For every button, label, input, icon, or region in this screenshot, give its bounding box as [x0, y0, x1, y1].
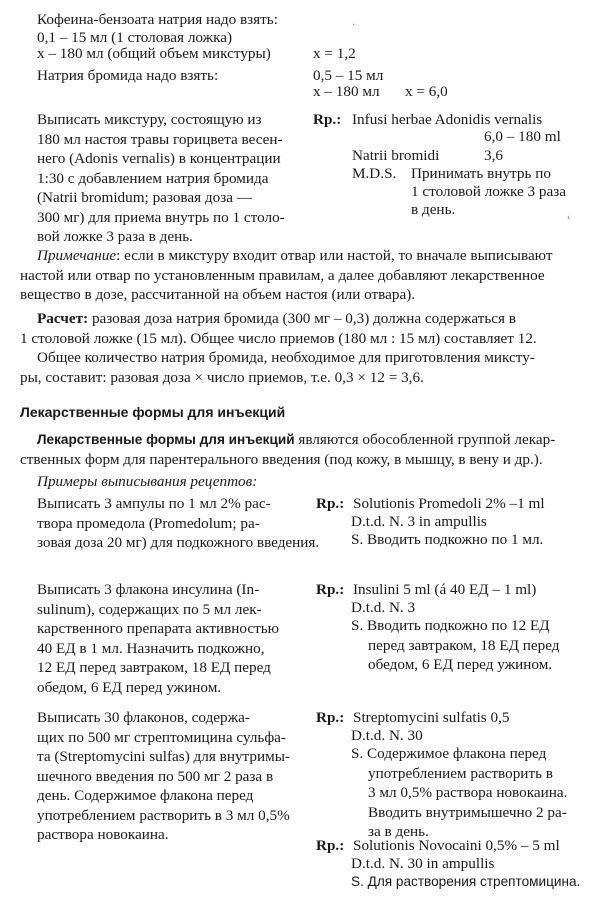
ex3-rp2-text: Solutionis Novocaini 0,5% – 5 ml: [353, 837, 560, 854]
task1-line: вой ложке 3 раза в день.: [37, 228, 193, 245]
ex3-signa-line: за в день.: [368, 823, 429, 840]
ex3-line: Выписать 30 флаконов, содержа-: [37, 709, 250, 726]
note-line: : если в микстуру входит отвар или настой, то вначале выписывают: [116, 247, 553, 264]
calc-line-3: x – 180 мл (общий объем микстуры): [37, 45, 271, 62]
ex1-line: Выписать 3 ампулы по 1 мл 2% рас-: [37, 495, 271, 512]
ex3-signa: [351, 744, 567, 842]
scan-speck: ·: [352, 20, 356, 31]
rp-dose-bromide: 3,6: [484, 147, 503, 164]
ex2-line: sulinum), содержащих по 5 мл лек-: [37, 600, 262, 618]
rp-drug-adonis: Infusi herbae Adonidis vernalis: [352, 111, 543, 128]
ex1-text: [37, 494, 320, 553]
ex1-dtd: D.t.d. N. 3 in ampullis: [351, 513, 487, 530]
rp-dose-adonis: 6,0 – 180 ml: [484, 128, 561, 145]
intro-bold-term: Лекарственные формы для инъекций: [37, 432, 295, 447]
note-line: вещество в дозе, рассчитанной на объем настоя (или отвара).: [20, 286, 416, 303]
ex2-rp-text: Insulini 5 ml (á 40 ЕД – 1 ml): [353, 581, 537, 598]
ex3-line: употреблением растворить в 3 мл 0,5%: [37, 806, 290, 824]
task1-text: [37, 110, 305, 247]
calc-line-1: Кофеина-бензоата натрия надо взять:: [37, 11, 278, 28]
mds-text-3: в день.: [411, 201, 456, 218]
ex3-line: та (Streptomycini sulfas) для внутримы-: [37, 748, 290, 765]
proportion-line-1: 0,5 – 15 мл: [313, 67, 384, 84]
task1-line: 300 мг) для приема внутрь по 1 столо-: [37, 208, 285, 226]
ex2-line: Выписать 3 флакона инсулина (In-: [37, 581, 260, 598]
ex3-signa2: S. Для растворения стрептомицина.: [351, 874, 581, 889]
ex3-dtd: D.t.d. N. 30: [351, 727, 423, 744]
ex1-line: твора промедола (Promedolum; ра-: [37, 514, 260, 532]
ex2-dtd: D.t.d. N. 3: [351, 599, 416, 616]
ex3-line: шечного введения по 500 мг 2 раза в: [37, 767, 274, 785]
rp-label: Rp.:: [313, 111, 342, 128]
note-paragraph: [20, 246, 588, 305]
task1-line: него (Adonis vernalis) в концентрации: [37, 150, 281, 167]
calc-line: ры, составит: разовая доза × число приемов, т.е. 0,3 × 12 = 3,6.: [20, 368, 424, 386]
ex3-dtd2: D.t.d. N. 30 in ampullis: [351, 855, 495, 872]
note-line: настой или отвар по установленным правилам, а далее добавляют лекарственное: [20, 266, 545, 284]
calc-line: разовая доза натрия бромида (300 мг – 0,3) должна содержаться в: [88, 310, 516, 327]
ex3-line: день. Содержимое флакона перед: [37, 787, 254, 804]
ex2-line: 12 ЕД перед завтраком, 18 ЕД перед: [37, 659, 271, 676]
calc-label: Расчет:: [37, 310, 89, 327]
ex3-text: [37, 708, 305, 845]
calc-line-4: Натрия бромида надо взять:: [37, 67, 219, 84]
task1-line: 1:30 с добавлением натрия бромида: [37, 169, 269, 187]
calc-paragraph: [20, 309, 588, 387]
ex3-signa-line: 3 мл 0,5% раствора новокаина.: [368, 784, 568, 801]
ex2-line: обедом, 6 ЕД перед ужином.: [37, 678, 222, 696]
ex2-signa-line: S. Вводить подкожно по 12 ЕД: [351, 617, 550, 634]
ex3-signa-line: употреблением растворить в: [368, 764, 553, 782]
calc-line: Общее количество натрия бромида, необходимое для приготовления миксту-: [37, 349, 535, 366]
section-heading: Лекарственные формы для инъекций: [20, 404, 286, 420]
ex2-text: [37, 580, 305, 697]
mds-label: M.D.S.: [352, 165, 397, 182]
ex1-line: зовая доза 20 мг) для подкожного введения.: [37, 534, 320, 551]
ex2-signa: [351, 616, 559, 675]
note-label: Примечание: [37, 247, 117, 264]
intro-line-2: ственных форм для парентерального введения (под кожу, в мышцу, в вену и др.).: [20, 450, 543, 468]
ex1-signa: S. Вводить подкожно по 1 мл.: [351, 531, 544, 548]
rp-drug-bromide: Natrii bromidi: [352, 147, 440, 164]
ex2-signa-line: обедом, 6 ЕД перед ужином.: [368, 656, 553, 673]
ex3-rp-label: Rp.:: [316, 709, 345, 726]
scan-speck: ‹: [567, 212, 571, 223]
section-intro: [20, 430, 588, 469]
ex3-signa-line: S. Содержимое флакона перед: [351, 745, 547, 762]
ex3-rp-text: Streptomycini sulfatis 0,5: [353, 709, 510, 726]
mds-text-1: Принимать внутрь по: [411, 165, 551, 182]
intro-rest: являются обособленной группой лекар-: [294, 431, 556, 448]
calc-result-1: x = 1,2: [313, 45, 356, 62]
proportion-result: x = 6,0: [405, 83, 448, 100]
calc-line-2: 0,1 – 15 мл (1 столовая ложка): [37, 29, 233, 46]
task1-line: Выписать микстуру, состоящую из: [37, 111, 262, 128]
calc-line: 1 столовой ложке (15 мл). Общее число приемов (180 мл : 15 мл) составляет 12.: [20, 329, 537, 347]
examples-heading: Примеры выписывания рецептов:: [37, 473, 258, 490]
ex2-rp-label: Rp.:: [316, 581, 345, 598]
ex2-line: карственного препарата активностью: [37, 620, 280, 637]
ex2-line: 40 ЕД в 1 мл. Назначить подкожно,: [37, 639, 265, 657]
ex3-signa-line: Вводить внутримышечно 2 ра-: [368, 803, 567, 821]
ex1-rp-text: Solutionis Promedoli 2% –1 ml: [353, 495, 545, 512]
ex2-signa-line: перед завтраком, 18 ЕД перед: [368, 636, 560, 654]
task1-line: (Natrii bromidum; разовая доза —: [37, 189, 252, 206]
ex1-rp-label: Rp.:: [316, 495, 345, 512]
ex3-line: раствора новокаина.: [37, 826, 169, 843]
ex3-rp2-label: Rp.:: [316, 837, 345, 854]
mds-text-2: 1 столовой ложке 3 раза: [411, 183, 567, 200]
ex3-line: щих по 500 мг стрептомицина сульфа-: [37, 728, 286, 746]
task1-line: 180 мл настоя травы горицвета весен-: [37, 130, 283, 148]
proportion-line-2: x – 180 мл: [313, 83, 380, 100]
